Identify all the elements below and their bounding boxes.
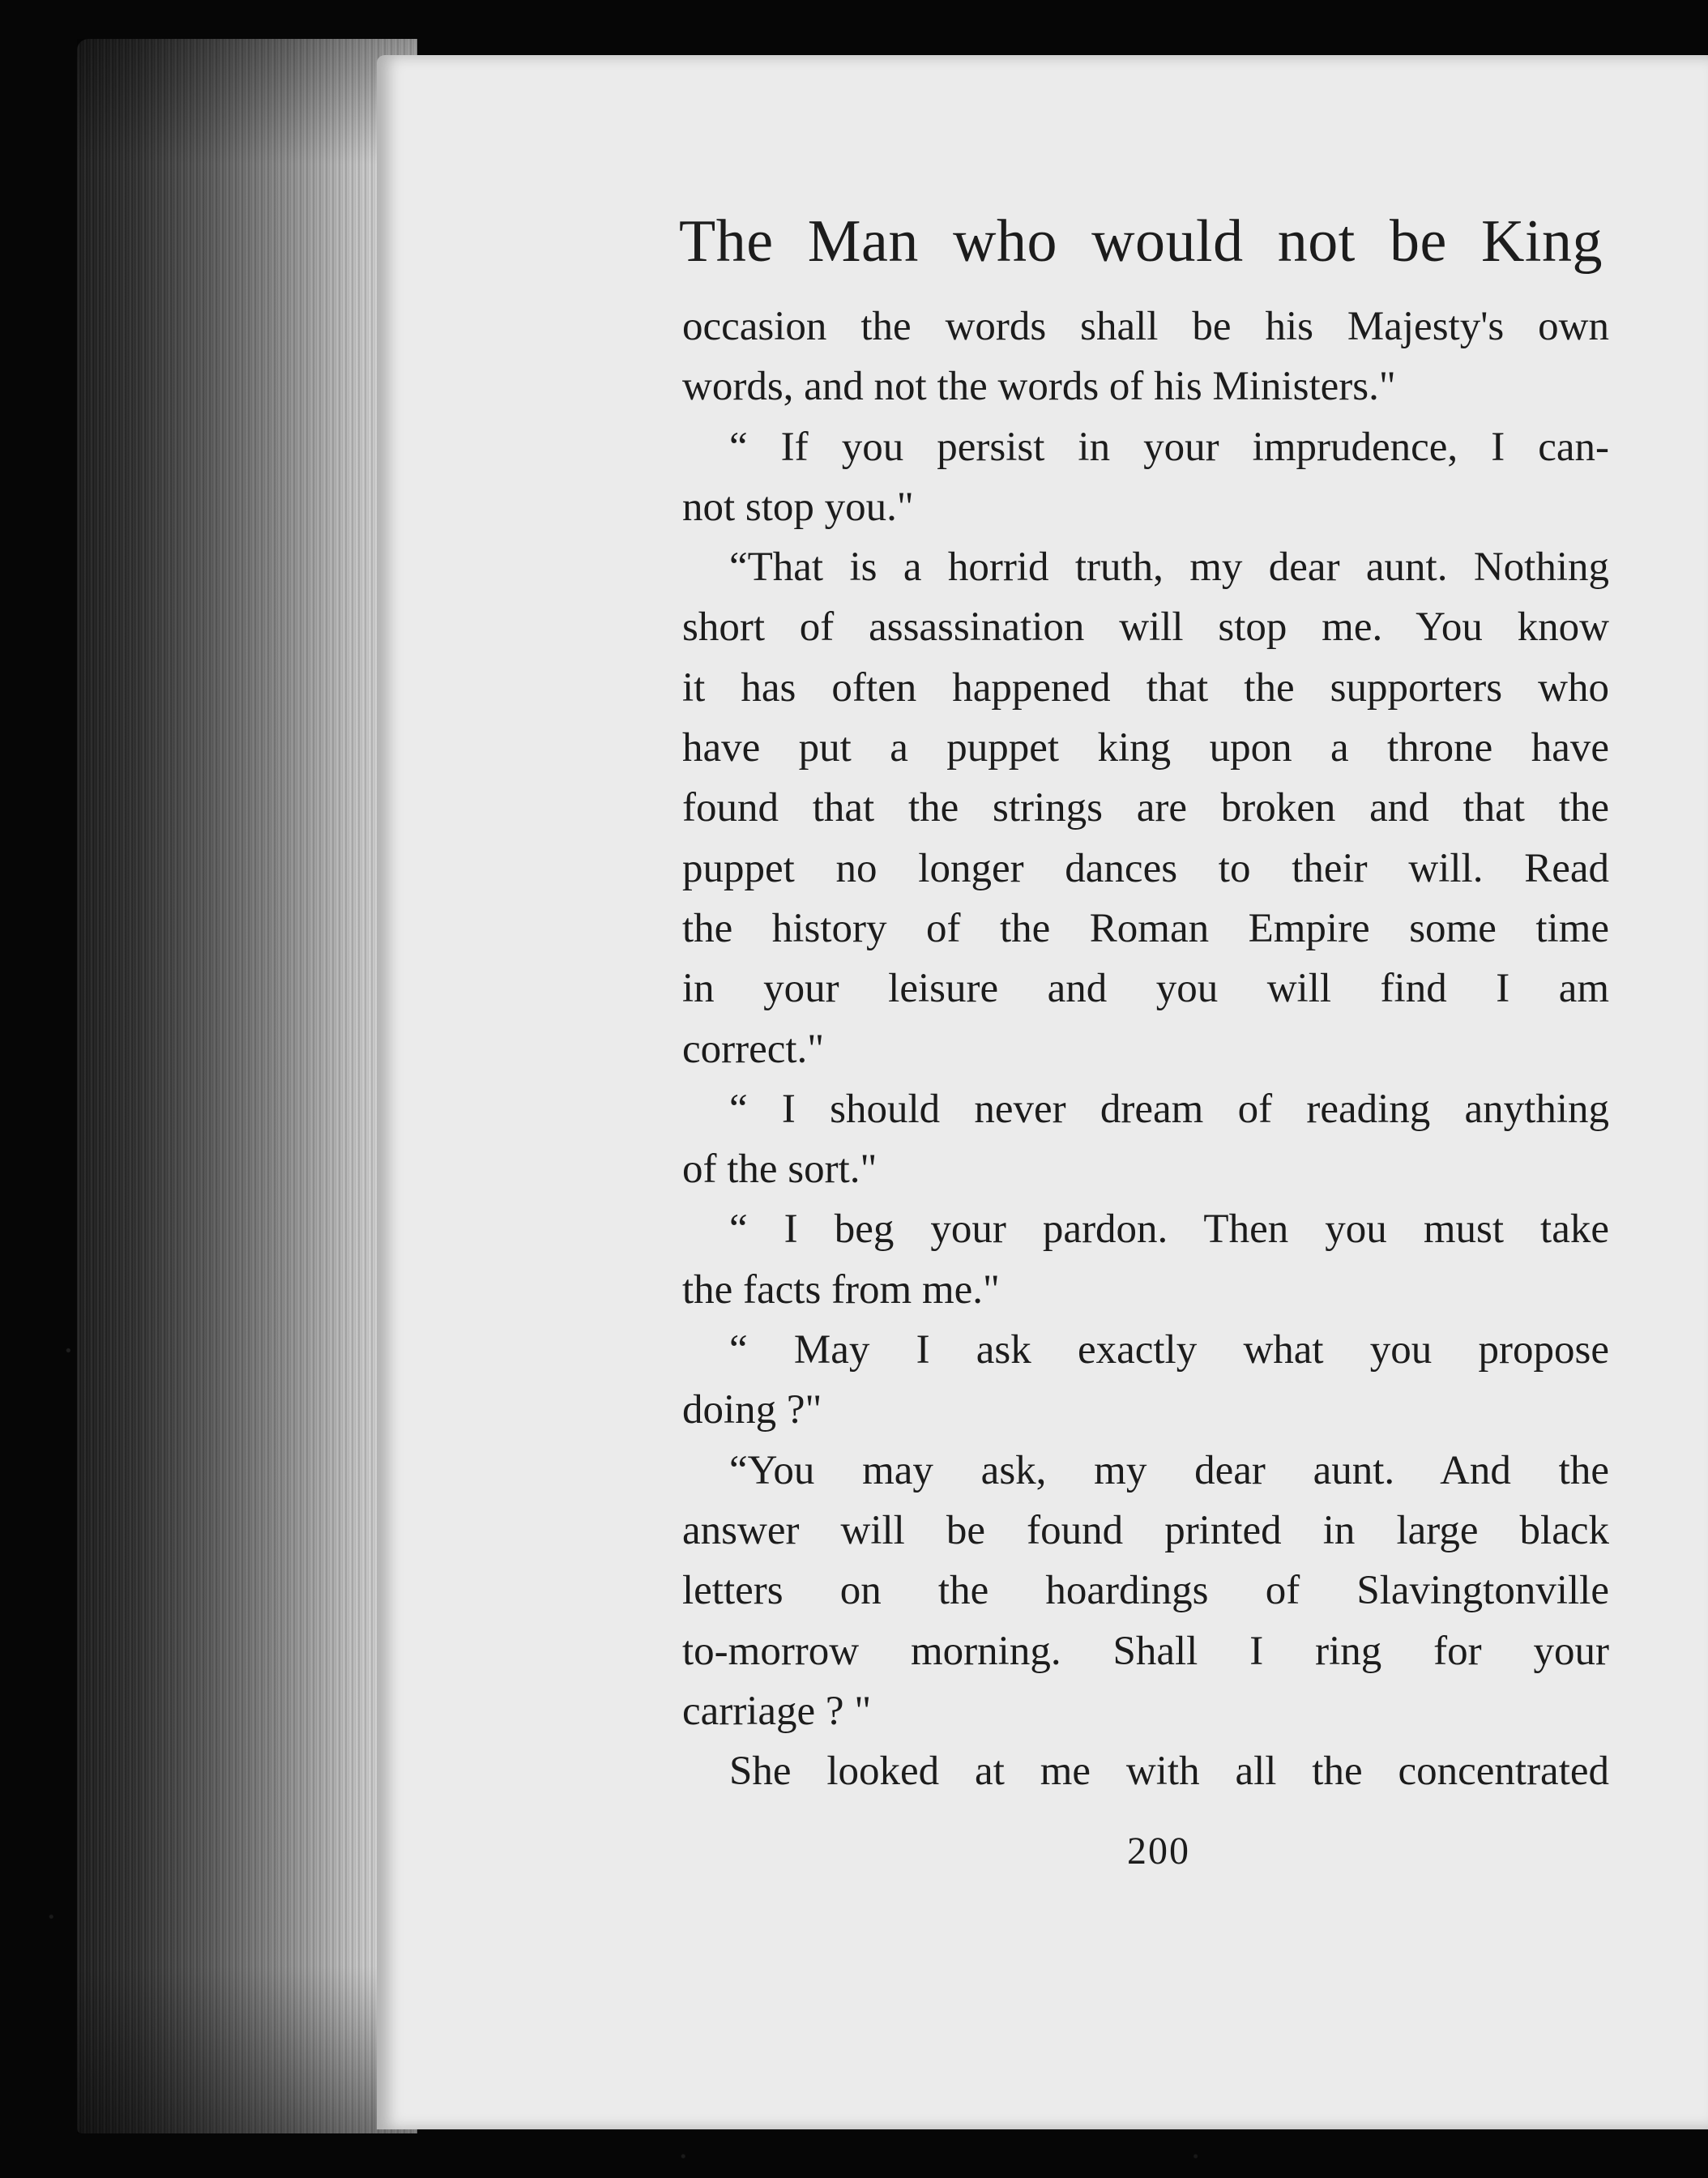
text-line: “ If you persist in your imprudence, I can-: [729, 424, 1609, 470]
text-line: words, and not the words of his Ministers.": [682, 364, 1396, 410]
text-line: doing ?": [682, 1387, 822, 1433]
text-line: carriage ? ": [682, 1688, 872, 1734]
text-line: “That is a horrid truth, my dear aunt. Nothing: [729, 544, 1609, 591]
text-line: the history of the Roman Empire some time: [682, 905, 1609, 951]
text-line: of the sort.": [682, 1147, 877, 1193]
text-line: She looked at me with all the concentrated: [729, 1749, 1609, 1795]
text-line: correct.": [682, 1026, 825, 1072]
running-head: The Man who would not be King: [679, 208, 1603, 275]
text-line: puppet no longer dances to their will. Read: [682, 845, 1609, 891]
text-line: letters on the hoardings of Slavingtonville: [682, 1568, 1609, 1614]
text-line: found that the strings are broken and that the: [682, 785, 1609, 831]
text-line: in your leisure and you will find I am: [682, 966, 1609, 1012]
text-line: “ I should never dream of reading anything: [729, 1086, 1609, 1132]
text-line: the facts from me.": [682, 1266, 1000, 1313]
page-number: 200: [1127, 1830, 1190, 1873]
text-line: answer will be found printed in large black: [682, 1507, 1609, 1553]
text-line: “You may ask, my dear aunt. And the: [729, 1447, 1609, 1493]
text-line: it has often happened that the supporters who: [682, 664, 1609, 711]
text-line: have put a puppet king upon a throne have: [682, 725, 1609, 771]
text-line: “ I beg your pardon. Then you must take: [729, 1206, 1609, 1253]
text-line: occasion the words shall be his Majesty's own: [682, 304, 1609, 349]
text-line: “ May I ask exactly what you propose: [729, 1327, 1609, 1373]
text-line: short of assassination will stop me. You know: [682, 604, 1609, 651]
page-edges: [77, 39, 417, 2133]
text-line: to-morrow morning. Shall I ring for your: [682, 1628, 1609, 1674]
text-line: not stop you.": [682, 484, 914, 530]
body-text: [682, 297, 1609, 1801]
